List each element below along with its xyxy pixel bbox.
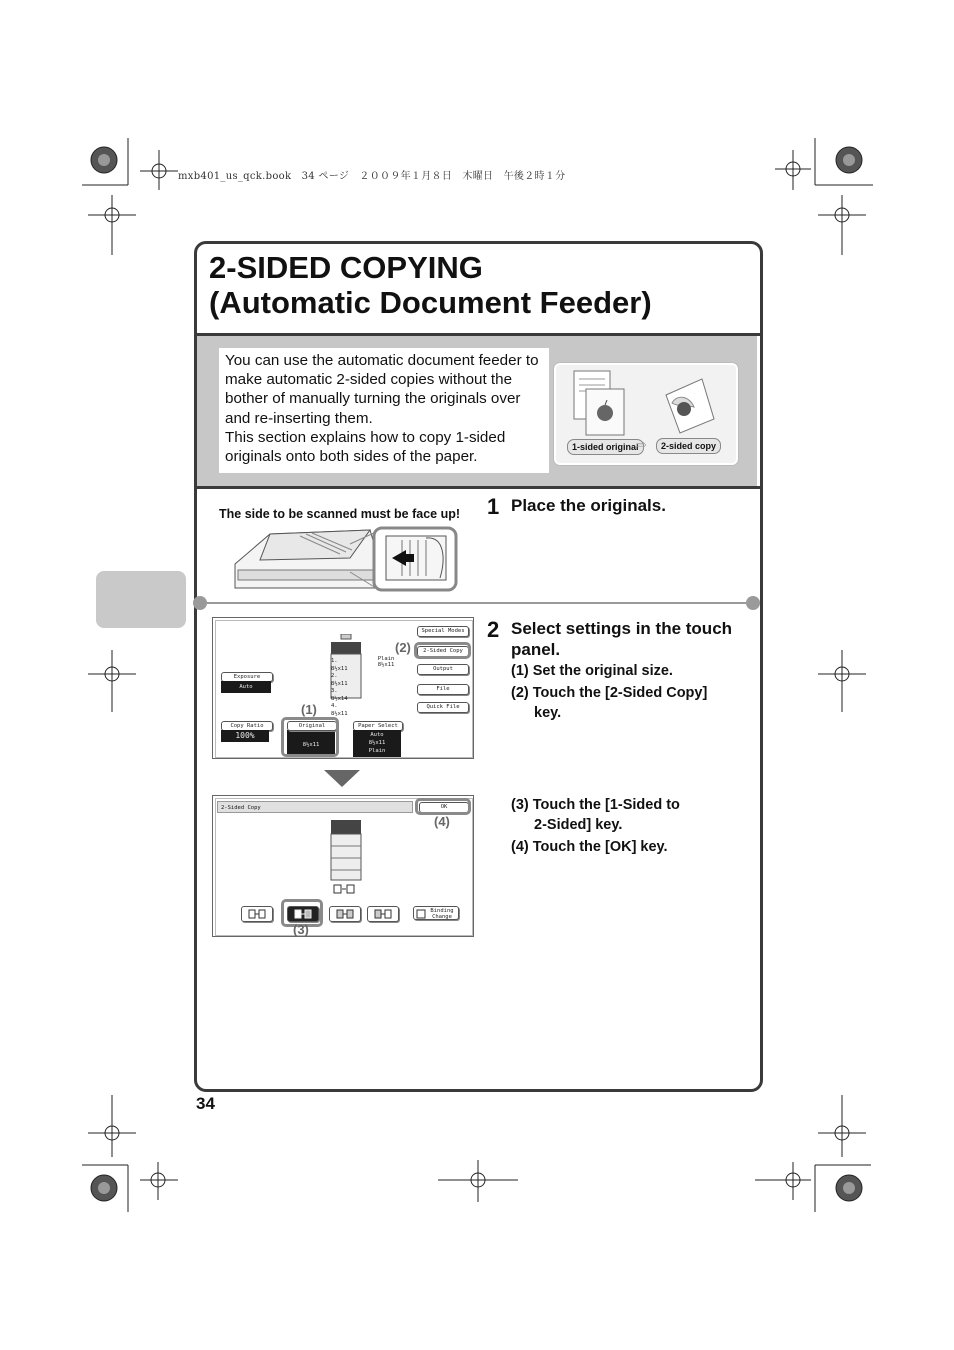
substep-3 (511, 796, 741, 835)
substep-3-text-line-1: Touch the [1-Sided to (532, 797, 680, 813)
arrow-down-icon (324, 770, 360, 788)
document-feeder-illustration (230, 524, 462, 594)
crosshair-mark (88, 195, 136, 255)
intro-text (219, 348, 549, 473)
page-number: 34 (196, 1094, 215, 1113)
touch-panel-main-screen (212, 617, 474, 759)
binding-change-label-1: Binding (430, 908, 454, 914)
highlight-ok (415, 798, 471, 815)
quick-file-button[interactable]: Quick File (417, 702, 469, 713)
tray-list (331, 658, 355, 718)
screen-title-bar: 2-Sided Copy (217, 801, 413, 813)
file-button[interactable]: File (417, 684, 469, 695)
label-2-sided-copy: 2-sided copy (656, 438, 721, 454)
exposure-button[interactable]: Exposure (221, 672, 273, 682)
print-header: mxb401_us_qck.book 34 ページ ２００９年１月８日 木曜日 午後２時１分 (178, 171, 566, 182)
one-to-one-icon (242, 907, 272, 921)
substep-1-number: (1) (511, 663, 529, 679)
copy-ratio-button[interactable]: Copy Ratio (221, 721, 273, 731)
step-1-number: 1 (487, 494, 500, 519)
special-modes-button[interactable]: Special Modes (417, 626, 469, 637)
chapter-tab (96, 571, 186, 628)
substep-4-number: (4) (511, 839, 529, 855)
one-sided-original-icon (570, 369, 630, 437)
tray-4: 4. 8½x11 (331, 703, 348, 717)
step-1-title: Place the originals. (511, 496, 666, 515)
intro-paragraph-1: You can use the automatic document feeder to make automatic 2-sided copies without the bother of manually turning the originals over and re-inserting them. (225, 352, 539, 427)
paper-select-values (353, 730, 401, 757)
registration-mark-top-right (775, 138, 875, 198)
highlight-original (281, 717, 339, 757)
substep-2-text-line-1: Touch the [2-Sided Copy] (532, 685, 708, 701)
substep-3-number: (3) (511, 797, 529, 813)
binding-icon (416, 909, 426, 919)
paper-type: Plain (368, 748, 386, 754)
paper-size: 8½x11 (368, 740, 386, 746)
crosshair-mark (140, 150, 180, 190)
crosshair-mark (438, 1160, 518, 1202)
substep-4-text: Touch the [OK] key. (532, 839, 668, 855)
exposure-value: Auto (221, 681, 271, 693)
intro-paragraph-2: This section explains how to copy 1-sided originals onto both sides of the paper. (225, 428, 506, 466)
original-button[interactable]: Original (287, 721, 337, 731)
output-button[interactable]: Output (417, 664, 469, 675)
paper-auto: Auto (370, 732, 384, 738)
callout-1: (1) (301, 702, 317, 717)
step-2-title (511, 618, 732, 660)
arrow-right-icon: ⇨ (636, 437, 647, 452)
crosshair-mark (818, 1095, 866, 1157)
copier-icon (327, 818, 367, 890)
crosshair-mark (818, 195, 866, 255)
scan-face-up-note: The side to be scanned must be face up! (219, 507, 461, 521)
title-line-1: 2-SIDED COPYING (209, 250, 483, 285)
two-sided-copy-icon (658, 375, 718, 437)
step-divider (200, 602, 752, 604)
substep-2 (511, 684, 741, 723)
crosshair-mark (818, 650, 866, 712)
two-sided-copy-button[interactable]: 2-Sided Copy (417, 646, 469, 657)
callout-4: (4) (434, 814, 450, 829)
step-2-number: 2 (487, 617, 500, 642)
substep-1 (511, 662, 741, 682)
binding-change-button[interactable] (413, 906, 459, 920)
callout-2: (2) (395, 640, 411, 655)
one-to-one-sided-button[interactable] (241, 906, 273, 922)
paper-select-button[interactable]: Paper Select (353, 721, 403, 731)
mode-1-to-2-indicator-icon (333, 884, 355, 894)
two-to-two-sided-button[interactable] (329, 906, 361, 922)
registration-mark-bottom-left (82, 1152, 202, 1212)
divider-dot-right (746, 596, 760, 610)
crosshair-mark (88, 1095, 136, 1157)
ok-button[interactable]: OK (419, 802, 469, 813)
original-value: 8½x11 (302, 742, 320, 748)
original-to-copy-illustration (554, 363, 738, 465)
step-2-title-line-2: panel. (511, 640, 561, 659)
copy-ratio-value: 100% (221, 730, 269, 742)
plain-paper-info (371, 656, 401, 668)
plain-label: Plain (377, 656, 395, 662)
plain-size: 8½x11 (377, 662, 395, 668)
substep-2-number: (2) (511, 685, 529, 701)
step-2-title-line-1: Select settings in the touch (511, 619, 733, 638)
binding-change-label-2: Change (432, 914, 452, 920)
touch-panel-2-sided-screen (212, 795, 474, 937)
two-to-one-sided-button[interactable] (367, 906, 399, 922)
substep-2-text-line-2: key. (534, 704, 562, 721)
tray-2: 2. 8½x11 (331, 673, 348, 687)
registration-mark-bottom-right (755, 1152, 875, 1212)
page-title (209, 250, 652, 320)
callout-3: (3) (293, 922, 309, 937)
highlight-two-sided-copy (414, 642, 471, 659)
substep-1-text: Set the original size. (532, 663, 673, 679)
divider-dot-left (193, 596, 207, 610)
substep-4 (511, 838, 741, 858)
intro-divider (197, 486, 760, 489)
substep-3-text-line-2: 2-Sided] key. (534, 816, 623, 833)
tray-3: 3. 8½x14 (331, 688, 348, 702)
two-to-one-icon (368, 907, 398, 921)
tray-1: 1. 8½x11 (331, 658, 348, 672)
crosshair-mark (88, 650, 136, 712)
title-line-2: (Automatic Document Feeder) (209, 285, 652, 320)
label-1-sided-original: 1-sided original (567, 439, 644, 455)
two-to-two-icon (330, 907, 360, 921)
